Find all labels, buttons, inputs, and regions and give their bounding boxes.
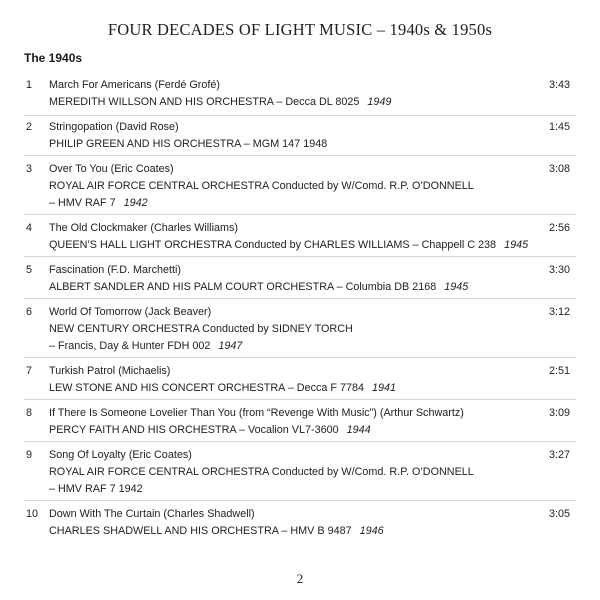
track-number: 10 (26, 508, 39, 520)
track-performer (49, 424, 371, 436)
track-duration: 3:30 (548, 264, 570, 276)
track-duration: 3:08 (548, 163, 570, 175)
track-title: Turkish Patrol (Michaelis) (49, 365, 171, 377)
track-title: The Old Clockmaker (Charles Williams) (49, 222, 238, 234)
track-title: March For Americans (Ferdé Grofé) (49, 79, 220, 91)
track-divider (24, 115, 576, 116)
track-duration: 1:45 (548, 121, 570, 133)
track-year: 1944 (346, 424, 371, 436)
track-title: Song Of Loyalty (Eric Coates) (49, 449, 192, 461)
track-title: World Of Tomorrow (Jack Beaver) (49, 306, 212, 318)
track-divider (24, 500, 576, 501)
track-label (49, 340, 242, 352)
track-divider (24, 214, 576, 215)
track-number: 8 (26, 407, 33, 419)
track-divider (24, 256, 576, 257)
track-performer-text: ALBERT SANDLER AND HIS PALM COURT ORCHESTRA – Columbia DB 2168 (49, 281, 437, 293)
track-performer: NEW CENTURY ORCHESTRA Conducted by SIDNEY TORCH (49, 323, 353, 335)
track-divider (24, 399, 576, 400)
track-duration: 3:43 (548, 79, 570, 91)
track-performer: ROYAL AIR FORCE CENTRAL ORCHESTRA Conducted by W/Comd. R.P. O’DONNELL (49, 180, 474, 192)
track-performer (49, 96, 391, 108)
track-divider (24, 298, 576, 299)
track-performer (49, 382, 396, 394)
track-label (49, 197, 148, 209)
track-duration: 3:27 (548, 449, 570, 461)
page-title: FOUR DECADES OF LIGHT MUSIC – 1940s & 1950s (107, 20, 493, 39)
track-title: Fascination (F.D. Marchetti) (49, 264, 181, 276)
track-performer-text: PERCY FAITH AND HIS ORCHESTRA – Vocalion VL7-3600 (49, 424, 339, 436)
track-title: Over To You (Eric Coates) (49, 163, 174, 175)
track-title: Stringopation (David Rose) (49, 121, 179, 133)
track-year: 1945 (444, 281, 469, 293)
track-performer (49, 525, 384, 537)
track-performer: PHILIP GREEN AND HIS ORCHESTRA – MGM 147 1948 (49, 138, 328, 150)
track-year: 1945 (504, 239, 529, 251)
track-title: If There Is Someone Lovelier Than You (from “Revenge With Music”) (Arthur Schwartz) (49, 407, 464, 419)
track-year: 1949 (367, 96, 392, 108)
track-duration: 3:12 (548, 306, 570, 318)
track-duration: 3:05 (548, 508, 570, 520)
section-heading: The 1940s (24, 51, 83, 65)
track-year: 1947 (218, 340, 243, 352)
track-number: 9 (26, 449, 33, 461)
track-number: 6 (26, 306, 33, 318)
track-number: 3 (26, 163, 33, 175)
track-duration: 2:56 (548, 222, 570, 234)
track-label: – HMV RAF 7 1942 (49, 483, 143, 495)
track-duration: 2:51 (548, 365, 570, 377)
track-number: 1 (26, 79, 33, 91)
page-number: 2 (296, 571, 304, 586)
track-performer (49, 239, 528, 251)
track-performer-text: CHARLES SHADWELL AND HIS ORCHESTRA – HMV B 9487 (49, 525, 352, 537)
track-label-text: – Francis, Day & Hunter FDH 002 (49, 340, 211, 352)
track-year: 1942 (123, 197, 148, 209)
track-number: 7 (26, 365, 33, 377)
track-duration: 3:09 (548, 407, 570, 419)
track-performer-text: QUEEN’S HALL LIGHT ORCHESTRA Conducted by CHARLES WILLIAMS – Chappell C 238 (49, 239, 497, 251)
track-label-text: – HMV RAF 7 (49, 197, 116, 209)
track-performer: ROYAL AIR FORCE CENTRAL ORCHESTRA Conducted by W/Comd. R.P. O’DONNELL (49, 466, 474, 478)
track-performer-text: LEW STONE AND HIS CONCERT ORCHESTRA – Decca F 7784 (49, 382, 364, 394)
track-divider (24, 441, 576, 442)
track-divider (24, 155, 576, 156)
track-year: 1946 (359, 525, 384, 537)
track-performer (49, 281, 468, 293)
track-number: 4 (26, 222, 33, 234)
track-title: Down With The Curtain (Charles Shadwell) (49, 508, 255, 520)
track-year: 1941 (372, 382, 397, 394)
track-number: 5 (26, 264, 33, 276)
track-performer-text: MEREDITH WILLSON AND HIS ORCHESTRA – Decca DL 8025 (49, 96, 360, 108)
track-divider (24, 357, 576, 358)
track-number: 2 (26, 121, 33, 133)
